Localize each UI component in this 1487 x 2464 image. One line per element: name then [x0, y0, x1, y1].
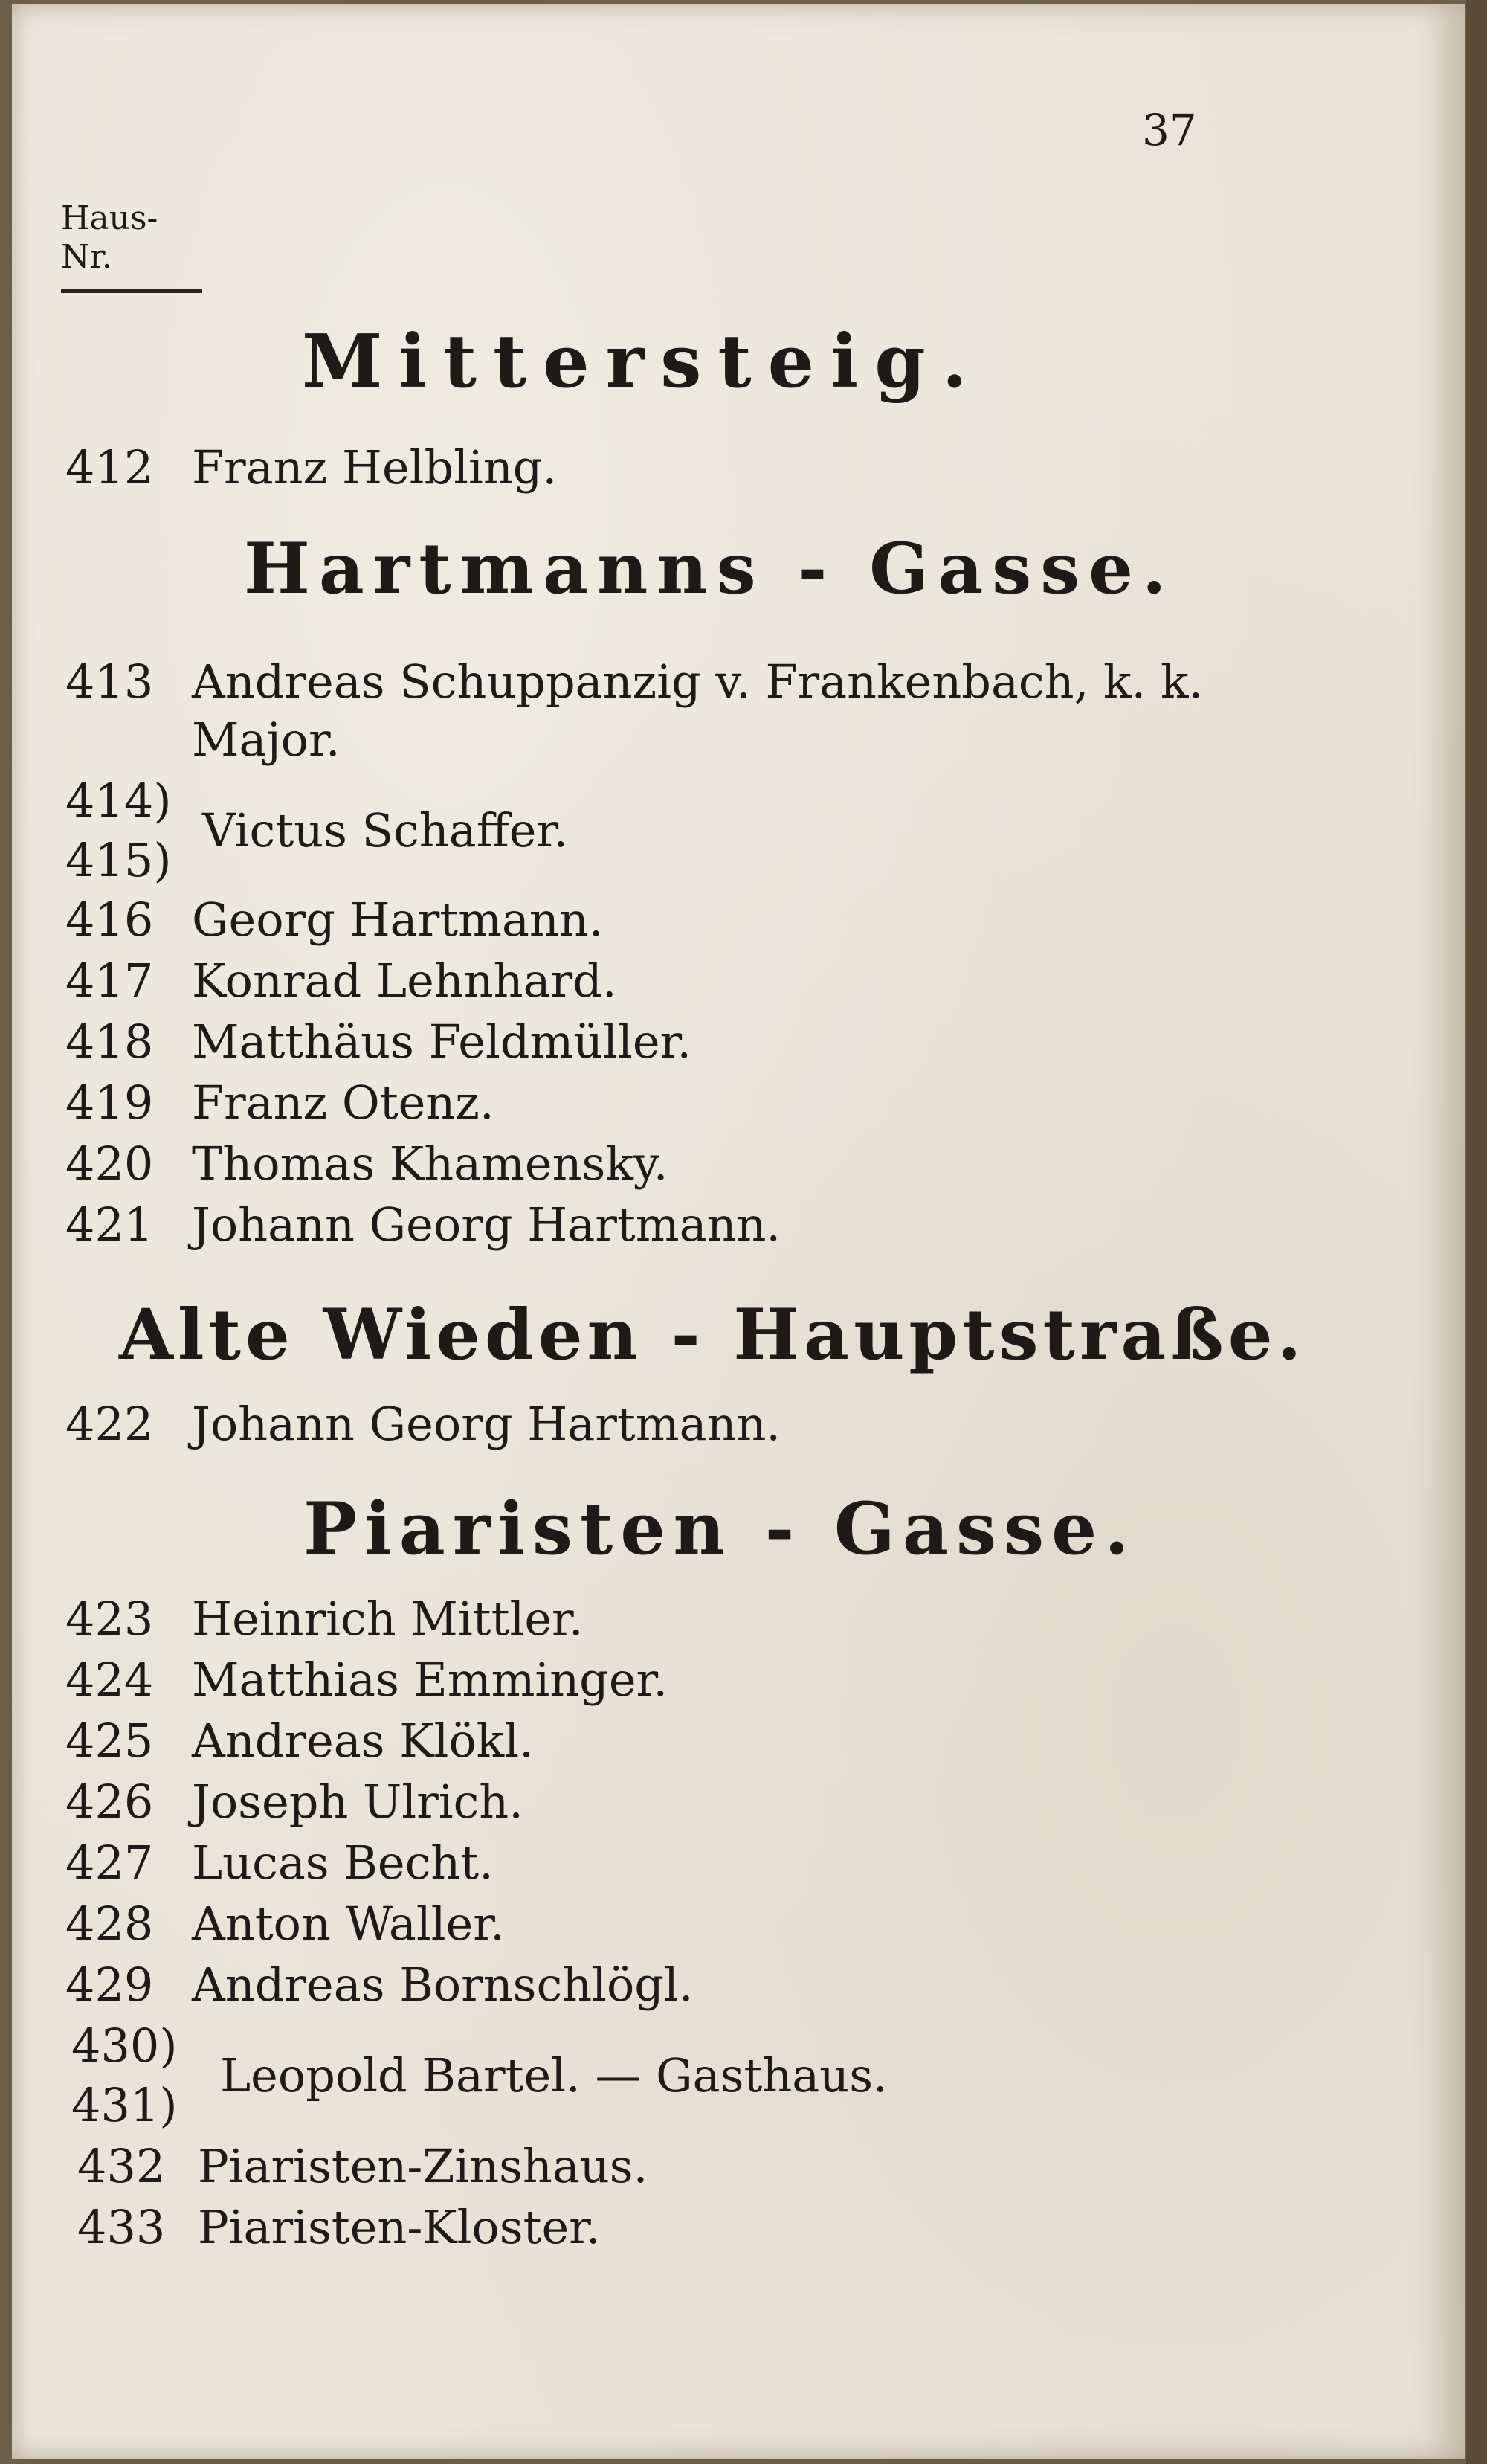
resident-name: Andreas Schuppanzig v. Frankenbach, k. k. — [192, 654, 1204, 709]
house-number: 420 — [65, 1136, 154, 1191]
resident-name: Konrad Lehnhard. — [192, 953, 617, 1008]
house-number: 430) — [71, 2019, 178, 2073]
column-header — [61, 199, 202, 293]
house-number: 424 — [65, 1653, 154, 1707]
resident-name: Franz Otenz. — [192, 1075, 494, 1130]
page-number: 37 — [1142, 105, 1197, 155]
column-header-rule — [61, 289, 202, 293]
house-number: 417 — [65, 953, 154, 1008]
resident-name: Piaristen-Zinshaus. — [198, 2139, 648, 2193]
resident-name: Joseph Ulrich. — [192, 1775, 523, 1829]
house-number: 412 — [65, 440, 154, 495]
book-page — [12, 4, 1465, 2459]
house-number: 432 — [77, 2139, 166, 2193]
house-number: 415) — [65, 833, 172, 887]
resident-name: Anton Waller. — [192, 1897, 505, 1951]
house-number: 429 — [65, 1958, 154, 2012]
resident-name: Georg Hartmann. — [192, 892, 604, 947]
resident-name: Franz Helbling. — [192, 440, 558, 495]
house-number: 433 — [77, 2200, 166, 2254]
house-number: 423 — [65, 1592, 154, 1646]
section-heading: Piaristen - Gasse. — [303, 1487, 1137, 1571]
section-heading: Mittersteig. — [302, 319, 984, 405]
house-number: 419 — [65, 1075, 154, 1130]
resident-name: Andreas Klökl. — [192, 1714, 534, 1768]
house-number: 414) — [65, 773, 172, 828]
house-number: 428 — [65, 1897, 154, 1951]
house-number: 426 — [65, 1775, 154, 1829]
list-item — [65, 773, 660, 890]
resident-name: Lucas Becht. — [192, 1836, 494, 1890]
resident-name: Matthäus Feldmüller. — [192, 1014, 692, 1069]
resident-name: Johann Georg Hartmann. — [192, 1197, 781, 1252]
house-number: 431) — [71, 2078, 178, 2132]
list-item — [71, 2019, 1038, 2135]
section-heading: Alte Wieden - Hauptstraße. — [119, 1294, 1306, 1376]
house-number: 413 — [65, 654, 154, 709]
list-item-continuation: Major. — [192, 712, 341, 767]
resident-name: Heinrich Mittler. — [192, 1592, 584, 1646]
column-header-line2: Nr. — [61, 238, 112, 276]
resident-name: Johann Georg Hartmann. — [192, 1397, 781, 1451]
resident-name: Thomas Khamensky. — [192, 1136, 668, 1191]
book-spine-edge — [1466, 0, 1487, 2464]
section-heading: Hartmanns - Gasse. — [244, 528, 1175, 610]
resident-name: Andreas Bornschlögl. — [192, 1958, 694, 2012]
house-number: 416 — [65, 892, 154, 947]
house-number: 427 — [65, 1836, 154, 1890]
resident-name: Victus Schaffer. — [202, 803, 568, 858]
column-header-line1: Haus- — [61, 199, 158, 237]
house-number: 418 — [65, 1014, 154, 1069]
resident-name: Leopold Bartel. — Gasthaus. — [220, 2048, 888, 2103]
house-number: 422 — [65, 1397, 154, 1451]
resident-name: Matthias Emminger. — [192, 1653, 668, 1707]
house-number: 425 — [65, 1714, 154, 1768]
resident-name: Piaristen-Kloster. — [198, 2200, 601, 2254]
house-number: 421 — [65, 1197, 154, 1252]
